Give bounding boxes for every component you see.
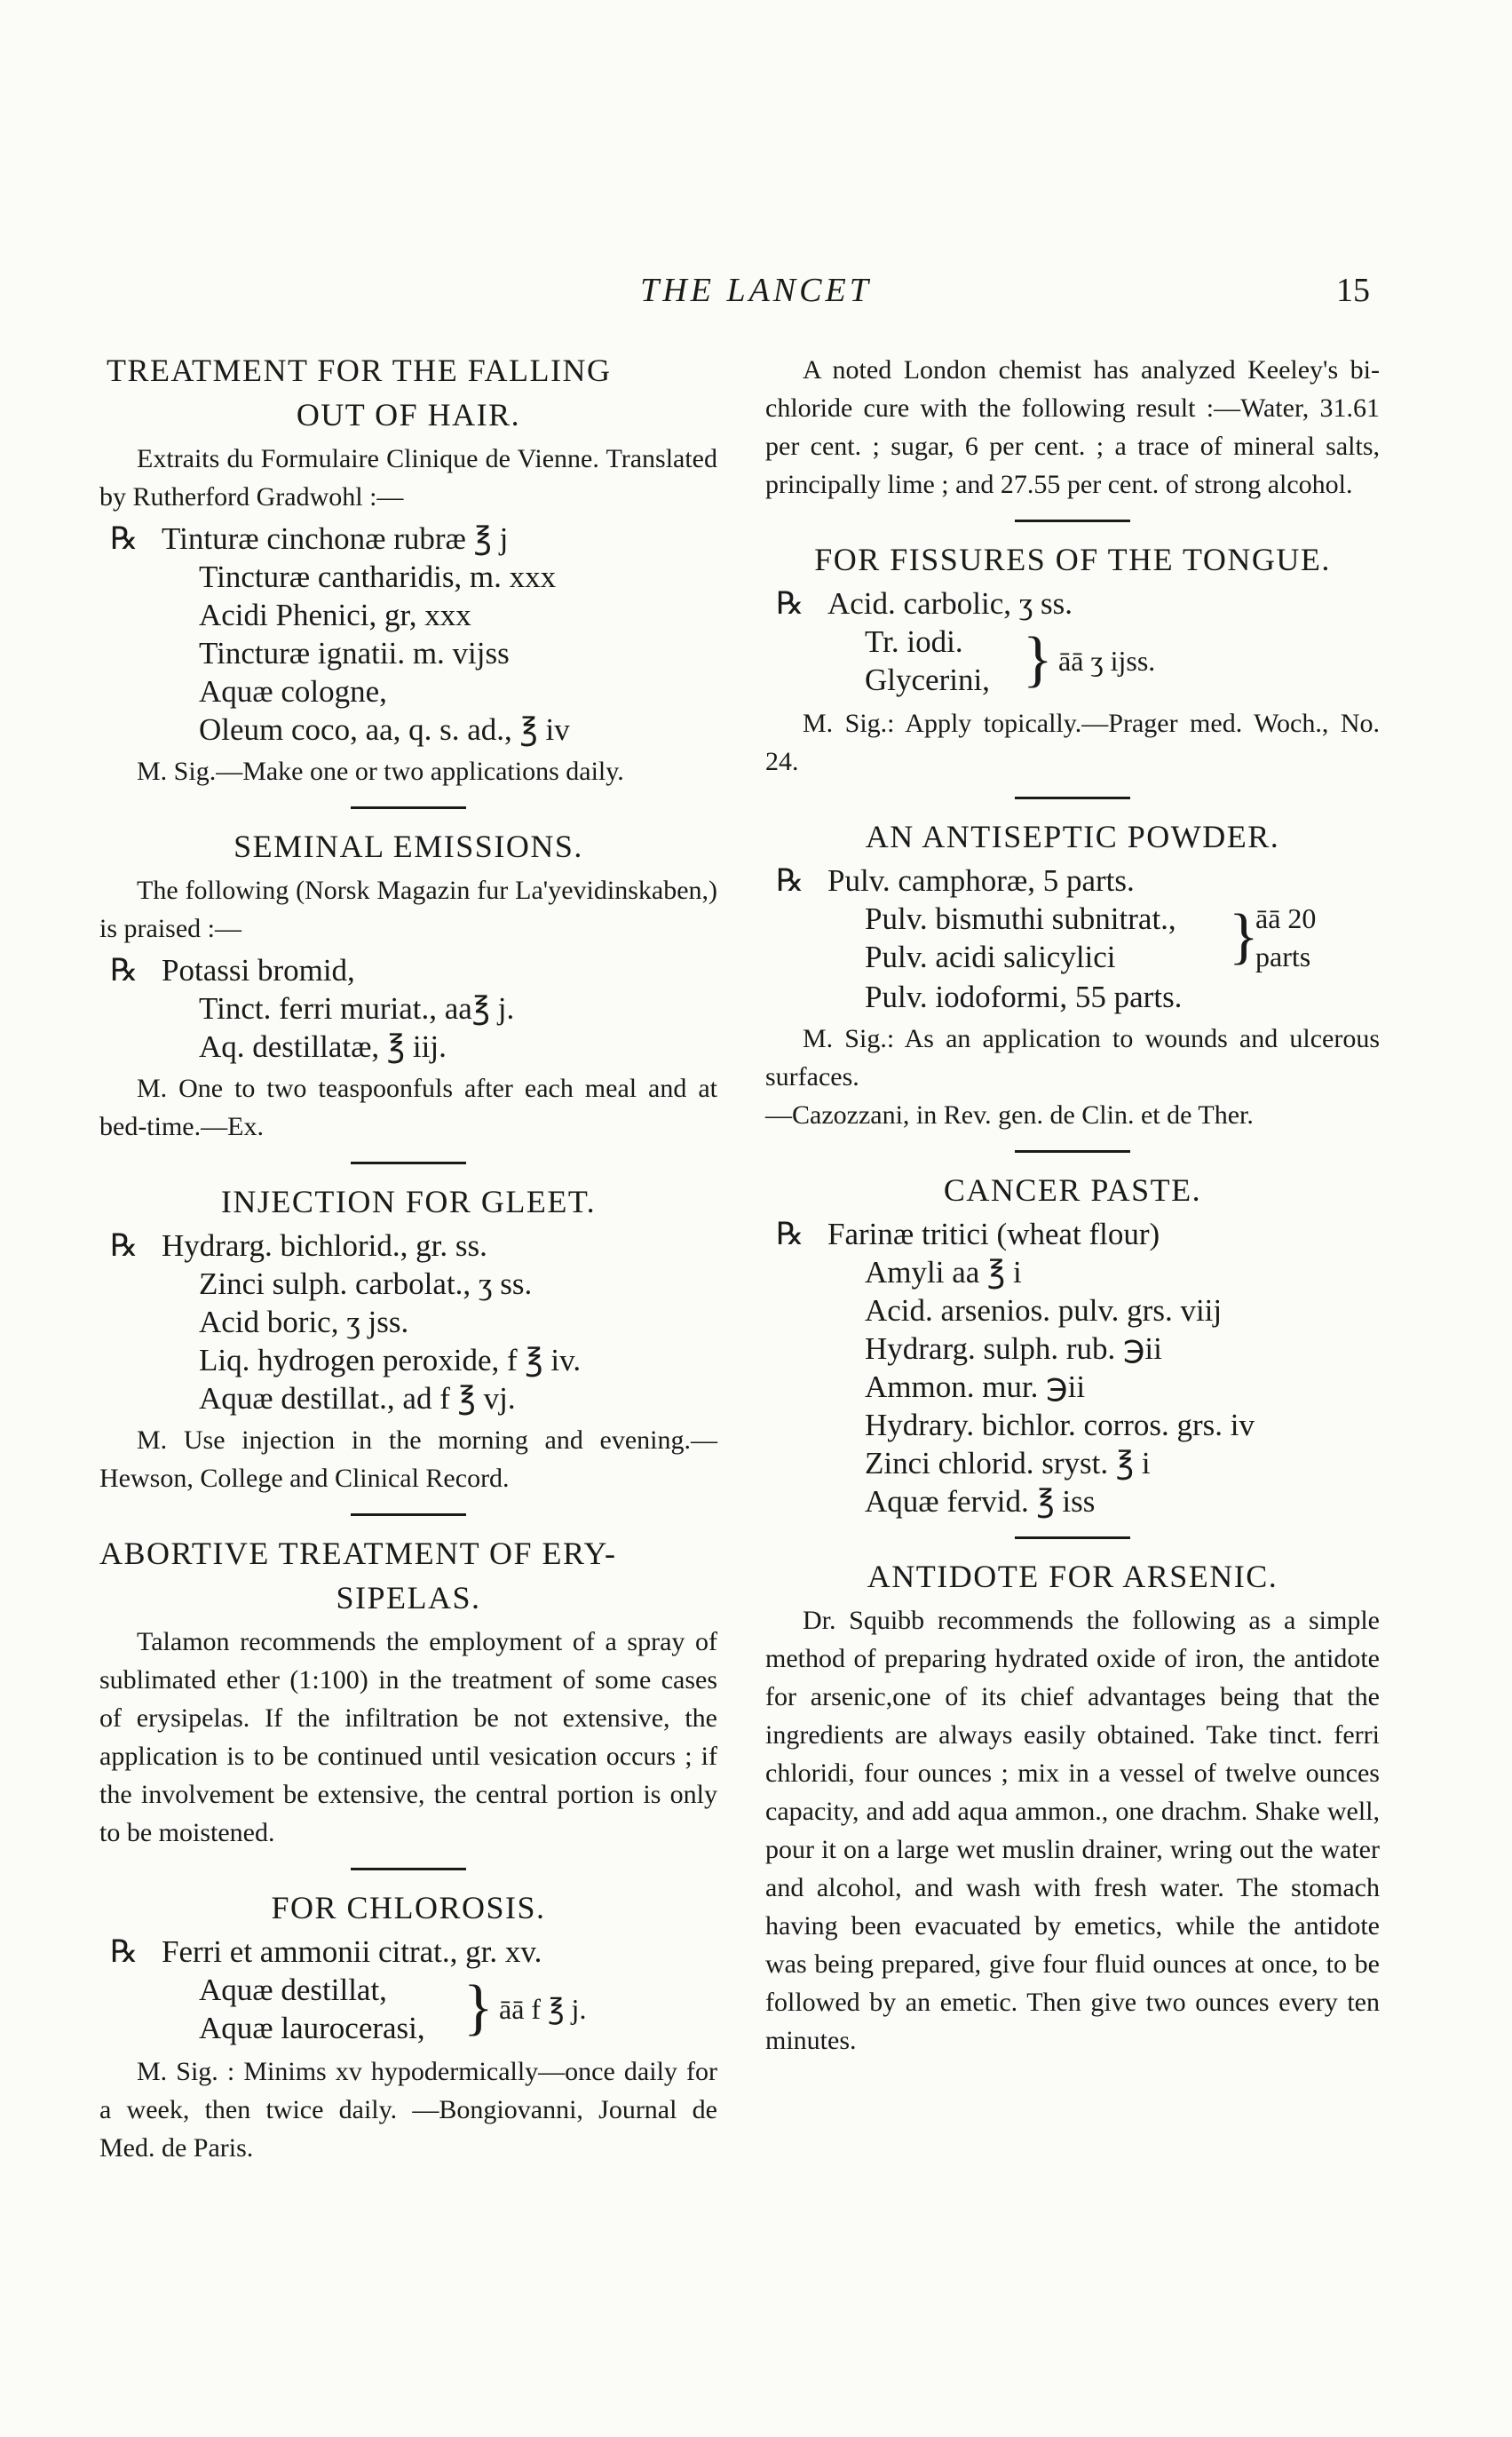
rx-item: Acid. arsenios. pulv. grs. viij: [865, 1293, 1223, 1328]
rx-item: Acidi Phenici, gr, xxx: [199, 598, 471, 632]
rx-item: Hydrarg. bichlorid., gr. ss.: [162, 1228, 487, 1263]
rx-symbol: ℞: [110, 1934, 139, 1969]
braced-ingredients: [99, 1971, 717, 2049]
article-chemist: [765, 351, 1380, 504]
rx-item: Amyli aa ℥ i: [865, 1255, 1022, 1290]
heading-erysipelas-1: ABORTIVE TREATMENT OF ERY-: [99, 1536, 617, 1571]
page-number: 15: [1336, 272, 1370, 309]
rx-item: Aquæ destillat., ad f ℥ vj.: [199, 1381, 516, 1416]
rx-item: Aquæ fervid. ℥ iss: [865, 1484, 1096, 1519]
section-divider: [1015, 797, 1130, 799]
heading-seminal-emissions: SEMINAL EMISSIONS.: [234, 829, 583, 864]
signa-chlorosis: M. Sig. : Minims xv hypodermically—once daily for a week, then twice daily. —Bongiovanni, Journal de Med. de Paris.: [99, 2057, 717, 2163]
article-antiseptic-powder: [765, 817, 1380, 1134]
heading-gleet: INJECTION FOR GLEET.: [220, 1184, 597, 1219]
rx-item: Hydrary. bichlor. corros. grs. iv: [865, 1408, 1255, 1442]
rx-item: Tincturæ cantharidis, m. xxx: [199, 560, 557, 594]
prescription-gleet: [99, 1226, 717, 1417]
rx-item: Pulv. iodoformi, 55 parts.: [865, 980, 1183, 1014]
rx-item: Farinæ tritici (wheat flour): [827, 1217, 1160, 1251]
section-divider: [351, 806, 466, 809]
body-chemist: A noted London chemist has analyzed Keeley's bi-chloride cure with the following result :—Water, 31.61 per cent. ; sugar, 6 per cent. ; a trace of mineral salts, principally lime ; and 27.55 per cent. of strong alcohol.: [765, 355, 1380, 499]
signa-tongue: M. Sig.: Apply topically.—Prager med. Woch., No. 24.: [765, 709, 1380, 776]
braced-unit: parts: [1255, 941, 1311, 972]
rx-item: Oleum coco, aa, q. s. ad., ℥ iv: [199, 712, 570, 747]
rx-item: Tr. iodi.: [865, 624, 963, 659]
article-falling-hair: [99, 351, 717, 790]
section-divider: [1015, 1150, 1130, 1153]
rx-item: Pulv. acidi salicylici: [865, 940, 1116, 974]
rx-item: Aquæ cologne,: [199, 674, 387, 709]
section-divider: [1015, 1536, 1130, 1539]
brace-glyph: }: [463, 1973, 494, 2042]
section-divider: [351, 1513, 466, 1516]
signa-antiseptic-powder: M. Sig.: As an application to wounds and ulcerous surfaces.: [765, 1024, 1380, 1091]
prescription-falling-hair: [99, 520, 717, 749]
rx-symbol: ℞: [776, 1217, 804, 1251]
rx-item: Ferri et ammonii citrat., gr. xv.: [162, 1934, 542, 1969]
rx-item: Glycerini,: [865, 663, 990, 697]
braced-ingredients: [765, 623, 1380, 701]
rx-symbol: ℞: [776, 863, 804, 898]
rx-item: Pulv. camphoræ, 5 parts.: [827, 863, 1135, 898]
heading-erysipelas-2: SIPELAS.: [336, 1580, 481, 1615]
braced-quantity: āā ʒ ijss.: [1058, 645, 1156, 677]
article-tongue: [765, 540, 1380, 781]
article-seminal-emissions: [99, 827, 717, 1146]
prescription-cancer-paste: [765, 1215, 1380, 1520]
heading-falling-hair-1: TREATMENT FOR THE FALLING: [107, 353, 612, 388]
rx-symbol: ℞: [110, 953, 139, 988]
heading-falling-hair-2: OUT OF HAIR.: [296, 397, 521, 433]
intro-falling-hair: Extraits du Formulaire Clinique de Vienne. Translated by Rutherford Gradwohl :—: [99, 444, 717, 512]
rx-item: Tincturæ ignatii. m. vijss: [199, 636, 510, 671]
rx-item: Tinct. ferri muriat., aa℥ j.: [199, 991, 515, 1026]
braced-quantity: āā f ℥ j.: [499, 1993, 587, 2025]
prescription-seminal-emissions: [99, 951, 717, 1066]
rx-symbol: ℞: [110, 521, 139, 556]
rx-item: Zinci sulph. carbolat., ʒ ss.: [199, 1266, 533, 1301]
rx-item: Pulv. bismuthi subnitrat.,: [865, 901, 1176, 936]
rx-item: Potassi bromid,: [162, 953, 355, 988]
rx-item: Acid boric, ʒ jss.: [199, 1305, 409, 1339]
body-erysipelas: Talamon recommends the employment of a spray of sublimated ether (1:100) in the treatment of some cases of erysipelas. If the infiltration be not extensive, the application is to be continued until vesication occurs ; if the involvement be extensive, the central portion is only to be moistened.: [99, 1627, 717, 1847]
body-arsenic: Dr. Squibb recommends the following as a simple method of preparing hydrated oxide of iron, the antidote for arsenic,one of its chief advantages being that the ingredients are always easily obtained. Take tinct. ferri chloridi, four ounces ; mix in a vessel of twelve ounces capacity, and add aqua ammon., one drachm. Shake well, pour it on a large wet muslin drainer, wring out the water and alcohol, and wash with fresh water. The stomach having been evacuated by emetics, while the antidote was being prepared, give four fluid ounces at once, to be followed by an emetic. Then give two ounces every ten minutes.: [765, 1606, 1380, 2055]
rx-item: Acid. carbolic, ʒ ss.: [827, 586, 1073, 621]
intro-seminal-emissions: The following (Norsk Magazin fur La'yevidinskaben,) is praised :—: [99, 876, 717, 943]
heading-chlorosis: FOR CHLOROSIS.: [271, 1890, 546, 1925]
prescription-chlorosis: [99, 1933, 717, 2049]
heading-tongue: FOR FISSURES OF THE TONGUE.: [814, 542, 1331, 577]
article-chlorosis: [99, 1888, 717, 2167]
article-erysipelas: [99, 1534, 717, 1852]
heading-antiseptic-powder: AN ANTISEPTIC POWDER.: [865, 819, 1280, 854]
rx-item: Aquæ laurocerasi,: [199, 2011, 425, 2045]
rx-item: Tinturæ cinchonæ rubræ ℥ j: [162, 521, 509, 556]
source-antiseptic-powder: —Cazozzani, in Rev. gen. de Clin. et de Ther.: [765, 1100, 1254, 1130]
heading-cancer-paste: CANCER PASTE.: [943, 1172, 1202, 1208]
article-cancer-paste: [765, 1171, 1380, 1520]
heading-arsenic: ANTIDOTE FOR ARSENIC.: [867, 1559, 1278, 1594]
section-divider: [351, 1162, 466, 1164]
braced-quantity: āā 20: [1255, 902, 1317, 934]
rx-symbol: ℞: [776, 586, 804, 621]
right-column: [765, 351, 1380, 2060]
brace-glyph: }: [1023, 625, 1053, 694]
left-column: [99, 351, 717, 2167]
section-divider: [1015, 520, 1130, 522]
rx-item: Hydrarg. sulph. rub. ℈ii: [865, 1331, 1162, 1366]
signa-gleet: M. Use injection in the morning and evening.—Hewson, College and Clinical Record.: [99, 1425, 717, 1493]
running-title: THE LANCET: [640, 272, 872, 309]
rx-item: Ammon. mur. ℈ii: [865, 1369, 1086, 1404]
prescription-tongue: [765, 584, 1380, 701]
prescription-antiseptic-powder: [765, 861, 1380, 1016]
rx-item: Zinci chlorid. sryst. ℥ i: [865, 1446, 1151, 1480]
article-gleet: [99, 1182, 717, 1497]
signa-seminal-emissions: M. One to two teaspoonfuls after each meal and at bed-time.—Ex.: [99, 1074, 717, 1141]
braced-ingredients: [765, 900, 1380, 978]
brace-glyph: }: [1229, 902, 1259, 971]
rx-item: Liq. hydrogen peroxide, f ℥ iv.: [199, 1343, 582, 1377]
article-arsenic: [765, 1557, 1380, 2060]
signa-falling-hair: M. Sig.—Make one or two applications daily.: [137, 757, 624, 786]
rx-item: Aq. destillatæ, ℥ iij.: [199, 1029, 447, 1064]
page-header: [0, 271, 1512, 324]
rx-item: Aquæ destillat,: [199, 1973, 387, 2007]
section-divider: [351, 1868, 466, 1870]
rx-symbol: ℞: [110, 1228, 139, 1263]
